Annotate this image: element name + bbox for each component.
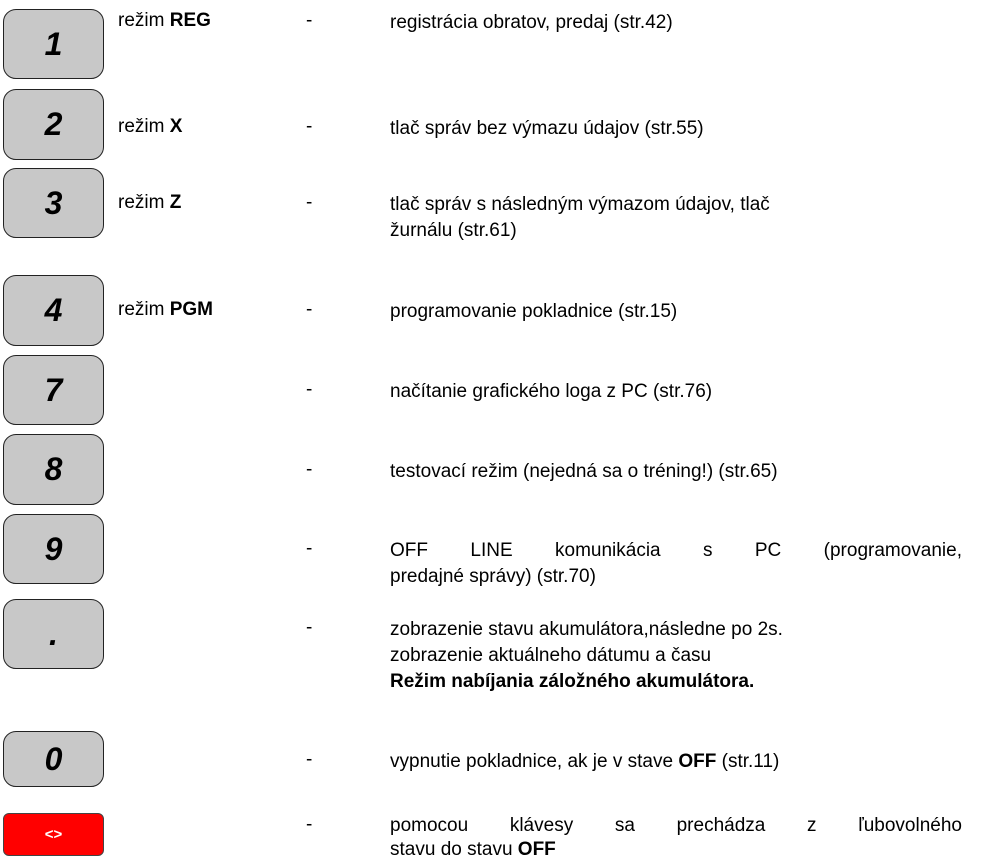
description-line: OFF LINE komunikácia s PC (programovanie, xyxy=(390,540,962,561)
mode-name: PGM xyxy=(169,299,214,320)
description xyxy=(390,749,962,775)
key-4[interactable]: 4 xyxy=(3,275,104,346)
key-3[interactable]: 3 xyxy=(3,168,104,238)
mode-name: X xyxy=(169,116,183,137)
mode-label-z xyxy=(118,192,181,214)
description-bold: OFF xyxy=(517,839,556,860)
description-line: pomocou klávesy sa prechádza z ľubovolného xyxy=(390,815,962,836)
mode-prefix: režim xyxy=(118,10,170,31)
description: registrácia obratov, predaj (str.42) xyxy=(390,12,673,33)
description-line: zobrazenie stavu akumulátora,následne po 2s. xyxy=(390,619,783,640)
description xyxy=(390,814,962,862)
description-line xyxy=(390,838,962,862)
description-bold: OFF xyxy=(678,751,717,772)
description xyxy=(390,192,962,244)
key-8[interactable]: 8 xyxy=(3,434,104,505)
key-escape[interactable]: <> xyxy=(3,813,104,856)
mode-label-x xyxy=(118,116,182,138)
description: testovací režim (nejedná sa o tréning!) (str.65) xyxy=(390,461,778,482)
description-text: vypnutie pokladnice, ak je v stave xyxy=(390,751,679,772)
dash: - xyxy=(306,749,313,770)
key-0[interactable]: 0 xyxy=(3,731,104,787)
dash: - xyxy=(306,538,313,559)
description: programovanie pokladnice (str.15) xyxy=(390,301,678,322)
description xyxy=(390,538,962,590)
description-line: zobrazenie aktuálneho dátumu a času xyxy=(390,645,712,666)
description-line: žurnálu (str.61) xyxy=(390,220,517,241)
dash: - xyxy=(306,459,313,480)
description-text: (str.11) xyxy=(716,751,780,772)
mode-name: Z xyxy=(169,192,182,213)
mode-prefix: režim xyxy=(118,299,170,320)
description-line-bold: Režim nabíjania záložného akumulátora. xyxy=(390,671,755,692)
dash: - xyxy=(306,116,313,137)
mode-label-reg xyxy=(118,10,211,32)
mode-prefix: režim xyxy=(118,116,170,137)
description: tlač správ bez výmazu údajov (str.55) xyxy=(390,118,704,139)
description-line: predajné správy) (str.70) xyxy=(390,566,596,587)
description-text: stavu do stavu xyxy=(390,839,518,860)
mode-name: REG xyxy=(169,10,211,31)
dash: - xyxy=(306,379,313,400)
key-2[interactable]: 2 xyxy=(3,89,104,160)
dash: - xyxy=(306,10,313,31)
dash: - xyxy=(306,617,313,638)
description xyxy=(390,617,962,695)
dash: - xyxy=(306,299,313,320)
key-7[interactable]: 7 xyxy=(3,355,104,425)
dash: - xyxy=(306,192,313,213)
mode-label-pgm xyxy=(118,299,213,321)
key-1[interactable]: 1 xyxy=(3,9,104,79)
description-line: tlač správ s následným výmazom údajov, tlač xyxy=(390,194,770,215)
key-9[interactable]: 9 xyxy=(3,514,104,584)
dash: - xyxy=(306,814,313,835)
description: načítanie grafického loga z PC (str.76) xyxy=(390,381,713,402)
key-dot[interactable]: . xyxy=(3,599,104,669)
mode-prefix: režim xyxy=(118,192,170,213)
